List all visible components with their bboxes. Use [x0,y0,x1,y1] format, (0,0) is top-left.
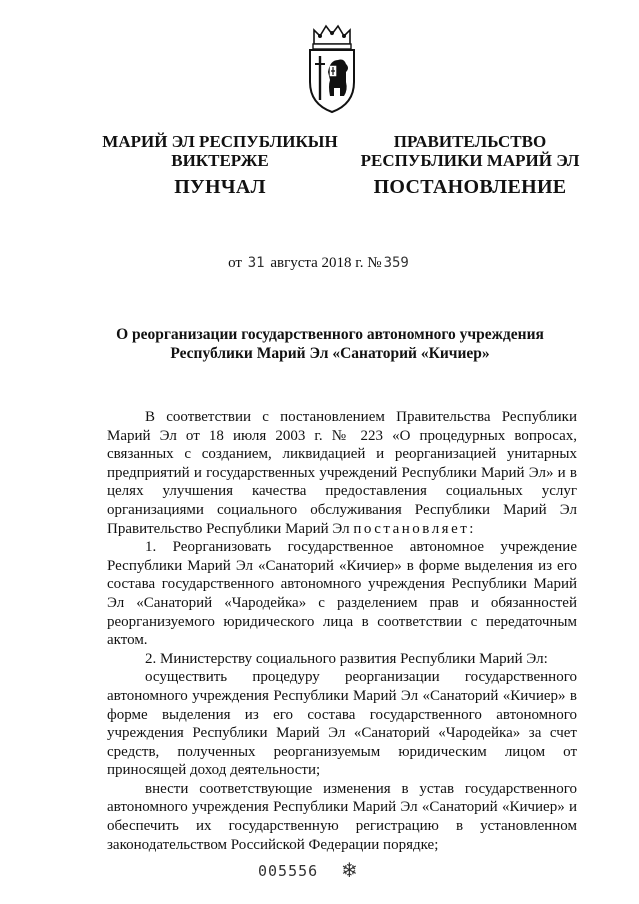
date-prefix: от [228,255,242,271]
item-1: 1. Реорганизовать государственное автономное учреждение Республики Марий Эл «Санаторий «Кичиер» в форме выделения из его состава государственного автономного учреждения Республики Марий Эл «Санаторий «Чародейка» с разделением прав и обязанностей реорганизуемого юридического лица в соответствии с передаточным актом. [107,539,577,649]
intro-paragraph [107,408,577,538]
date-day: 31 [247,255,265,271]
item-2a: осуществить процедуру реорганизации государственного автономного учреждения Республики Марий Эл «Санаторий «Кичиер» в форме выделения из его состава государственного автономного учреждения Республики Марий Эл «Санаторий «Чародейка» за счет средств, полученных реорганизуемым юридическим лицом от приносящей доход деятельности; [107,669,577,779]
header-left-authority [95,132,345,170]
document-number: 359 [383,255,409,271]
coat-of-arms-icon [300,20,364,116]
snowflake-mark-icon: ❄ [341,860,358,882]
item-2b: внести соответствующие изменения в устав государственного автономного учреждения Республики Марий Эл «Санаторий «Кичиер» и обеспечить их государственную регистрацию в установленном законодательством Российской Федерации порядке; [107,780,577,853]
form-serial-number: 005556 [258,862,319,880]
doc-type-left: ПУНЧАЛ [174,176,266,198]
document-title [80,325,580,363]
header-left-line1: МАРИЙ ЭЛ РЕСПУБЛИКЫН [102,132,338,151]
title-line1: О реорганизации государственного автономного учреждения [116,326,544,343]
document-date [0,255,639,272]
date-month-year: августа 2018 г. № [270,255,382,271]
doc-type-right: ПОСТАНОВЛЕНИЕ [373,176,567,198]
intro-text: В соответствии с постановлением Правительства Республики Марий Эл от 18 июля 2003 г. № 223 «О процедурных вопросах, связанных с созданием, ликвидацией и реорганизацией унитарных предприятий и государственных учреждений Республики Марий Эл» и в целях улучшения качества предоставления социальных услуг организациями социального обслуживания Республики Марий Эл Правительство Республики Марий Эл [107,409,577,537]
resolves-word: постановляет: [353,520,476,537]
header-right-line2: РЕСПУБЛИКИ МАРИЙ ЭЛ [360,151,580,170]
title-line2: Республики Марий Эл «Санаторий «Кичиер» [170,345,490,362]
header-right-authority [350,132,590,170]
item-2: 2. Министерству социального развития Республики Марий Эл: [145,650,548,667]
document-body [107,408,577,854]
header-left-line2: ВИКТЕРЖЕ [171,151,269,170]
header-right-line1: ПРАВИТЕЛЬСТВО [393,132,547,151]
